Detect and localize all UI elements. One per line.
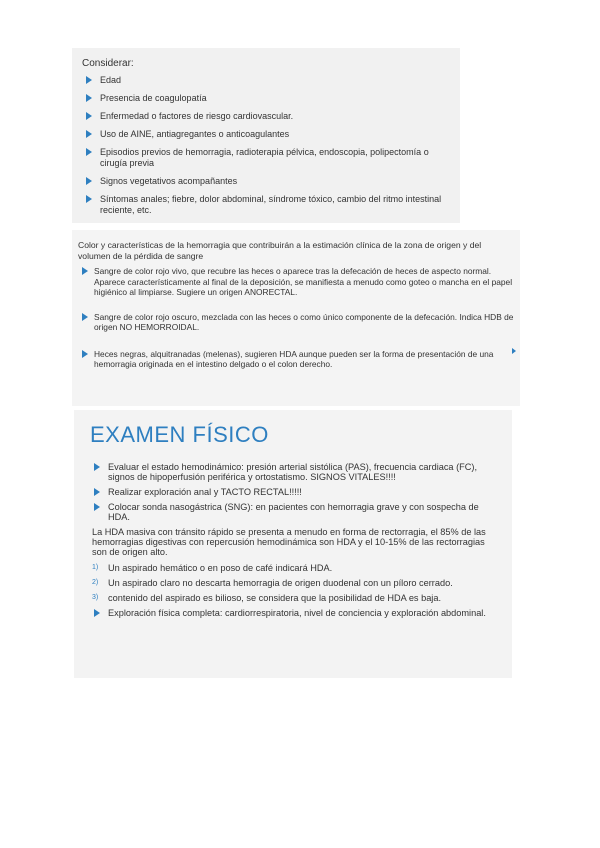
slide1-list	[82, 75, 450, 216]
triangle-bullet-icon	[94, 503, 100, 511]
slide3-title: EXAMEN FÍSICO	[90, 422, 269, 447]
list-item: Presencia de coagulopatía	[82, 93, 450, 104]
triangle-bullet-icon	[86, 130, 92, 138]
list-item: 3) contenido del aspirado es bilioso, se considera que la posibilidad de HDA es baja.	[92, 593, 442, 603]
triangle-bullet-icon	[86, 195, 92, 203]
triangle-bullet-icon	[86, 94, 92, 102]
chevron-right-icon	[512, 348, 516, 354]
triangle-bullet-icon	[86, 148, 92, 156]
list-item: Sangre de color rojo vivo, que recubre las heces o aparece tras la defecación de heces de aspecto normal. Aparece característicamente al final de la deposición, se manifiesta a menudo como goteo o mancha en el papel higiénico al limpiarse. Sugiere un origen ANORECTAL.	[78, 266, 514, 298]
slide2-heading: Color y características de la hemorragia que contribuirán a la estimación clínica de la zona de origen y del volumen de la pérdida de sangre	[78, 240, 482, 261]
list-item: Realizar exploración anal y TACTO RECTAL!!!!!	[90, 487, 502, 497]
list-item: Uso de AINE, antiagregantes o anticoagulantes	[82, 129, 450, 140]
slide3-list	[90, 462, 502, 522]
list-item: Edad	[82, 75, 450, 86]
triangle-bullet-icon	[94, 463, 100, 471]
triangle-bullet-icon	[94, 609, 100, 617]
list-item: Colocar sonda nasogástrica (SNG): en pacientes con hemorragia grave y con sospecha de HDA.	[90, 502, 502, 522]
slide-considerar	[72, 48, 460, 223]
triangle-bullet-icon	[86, 112, 92, 120]
slide3-numbered-list	[90, 563, 502, 618]
list-item: 1) Un aspirado hemático o en poso de café indicará HDA.	[92, 563, 333, 573]
list-item: Evaluar el estado hemodinámico: presión arterial sistólica (PAS), frecuencia cardiaca (FC), signos de hipoperfusión periférica y ortostatismo. SIGNOS VITALES!!!!	[90, 462, 502, 482]
triangle-bullet-icon	[94, 488, 100, 496]
list-item: Sangre de color rojo oscuro, mezclada con las heces o como único componente de la defecación. Indica HDB de origen NO HEMORROIDAL.	[78, 312, 514, 333]
slide2-list	[78, 266, 514, 370]
triangle-bullet-icon	[82, 313, 88, 321]
slide-color-hemorragia	[72, 230, 520, 406]
triangle-bullet-icon	[86, 177, 92, 185]
slide1-heading: Considerar:	[82, 58, 134, 69]
slide-examen-fisico	[74, 410, 512, 678]
list-item: Exploración física completa: cardiorrespiratoria, nivel de conciencia y exploración abdominal.	[90, 608, 502, 618]
list-item: Signos vegetativos acompañantes	[82, 176, 450, 187]
triangle-bullet-icon	[82, 267, 88, 275]
triangle-bullet-icon	[82, 350, 88, 358]
list-item: Enfermedad o factores de riesgo cardiovascular.	[82, 111, 450, 122]
list-item: 2) Un aspirado claro no descarta hemorragia de origen duodenal con un píloro cerrado.	[92, 578, 453, 588]
list-item: Heces negras, alquitranadas (melenas), sugieren HDA aunque pueden ser la forma de presentación de una hemorragia originada en el intestino delgado o el colon derecho.	[78, 349, 514, 370]
list-item: Episodios previos de hemorragia, radioterapia pélvica, endoscopia, polipectomía o cirugía previa	[82, 147, 450, 169]
triangle-bullet-icon	[86, 76, 92, 84]
slide3-paragraph: La HDA masiva con tránsito rápido se presenta a menudo en forma de rectorragia, el 85% de las hemorragias digestivas con repercusión hemodinámica son HDA y el 10-15% de las rectorragias son de origen alto.	[92, 527, 486, 557]
list-item: Síntomas anales; fiebre, dolor abdominal, síndrome tóxico, cambio del ritmo intestinal reciente, etc.	[82, 194, 450, 216]
